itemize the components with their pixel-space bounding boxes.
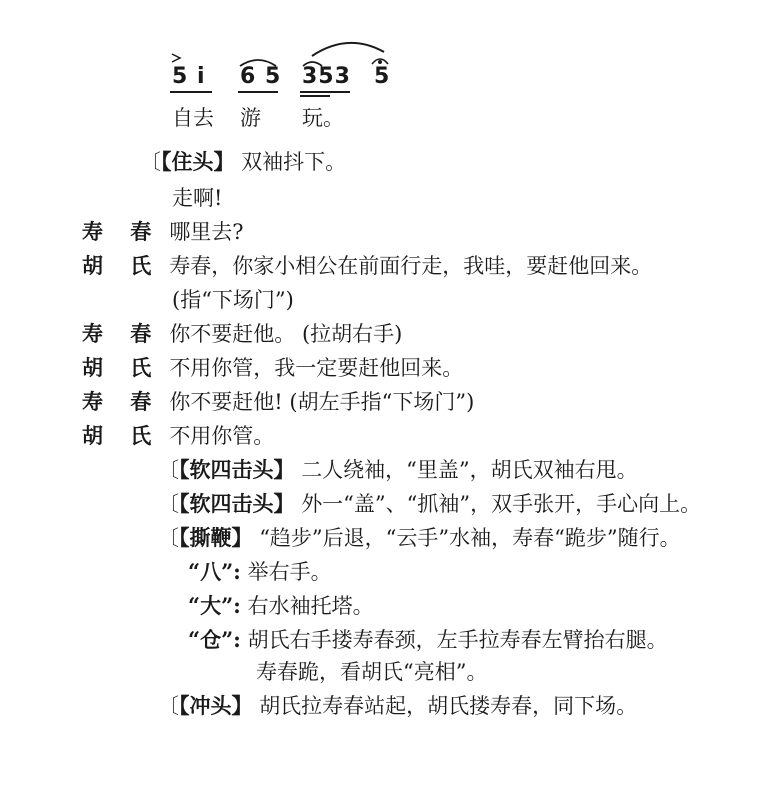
percussion-tag: 【软四击头】 [179, 457, 295, 482]
lyric-3: 玩。 [302, 106, 344, 130]
dialogue-line [82, 216, 244, 246]
direction-text: 寿春跪，看胡氏“亮相”。 [256, 660, 488, 684]
speaker-name: 胡 氏 [82, 253, 162, 278]
bracket-mark: 〔 [140, 150, 161, 174]
dialogue-line [82, 318, 402, 348]
notation-group-4: 5 [374, 64, 391, 89]
beat-direction [188, 556, 332, 586]
percussion-tag: 【住头】 [161, 149, 235, 174]
stage-direction [140, 146, 346, 176]
stage-direction [158, 488, 701, 518]
dialogue-line [172, 182, 222, 212]
direction-text: 外一“盖”、“抓袖”，双手张开，手心向上。 [301, 492, 702, 516]
bracket-mark: 〔 [158, 526, 179, 550]
stage-direction [158, 690, 637, 720]
direction-text: 二人绕袖，“里盖”，胡氏双袖右甩。 [301, 458, 638, 482]
bracket-mark: 〔 [158, 694, 179, 718]
speaker-name: 胡 氏 [82, 355, 162, 380]
line-text: 走啊! [172, 186, 223, 210]
direction-text: 举右手。 [247, 560, 332, 584]
notation-group-3: 353 [302, 64, 351, 89]
tie-mark [312, 43, 384, 56]
dialogue-line [82, 420, 274, 450]
accent-mark [172, 54, 180, 62]
lyric-1: 自去 [172, 106, 214, 130]
percussion-tag: 【撕鞭】 [179, 525, 253, 550]
line-text: 哪里去? [169, 220, 244, 244]
direction-text: 双袖抖下。 [241, 150, 347, 174]
beat-tag: “仓”: [188, 627, 241, 652]
line-text: 不用你管。 [169, 424, 275, 448]
percussion-tag: 【冲头】 [179, 693, 253, 718]
lyric-2: 游 [240, 106, 261, 130]
stage-direction [158, 454, 638, 484]
beat-direction [188, 590, 374, 620]
beat-tag: “八”: [188, 559, 241, 584]
direction-text: 胡氏右手搂寿春颈，左手拉寿春左臂抬右腿。 [247, 628, 668, 652]
speaker-name: 寿 春 [82, 321, 162, 346]
dialogue-line [82, 386, 474, 416]
stage-direction [158, 522, 681, 552]
speaker-name: 寿 春 [82, 389, 162, 414]
beat-tag: “大”: [188, 593, 241, 618]
stage-direction [172, 284, 294, 314]
line-text: 你不要赶他。 (拉胡右手) [169, 322, 403, 346]
line-text: 寿春，你家小相公在前面行走，我哇，要赶他回来。 [169, 254, 653, 278]
line-text: 不用你管，我一定要赶他回来。 [169, 356, 464, 380]
beat-direction [188, 624, 668, 654]
line-text: 你不要赶他! (胡左手指“下场门”) [169, 390, 475, 414]
bracket-mark: 〔 [158, 492, 179, 516]
speaker-name: 胡 氏 [82, 423, 162, 448]
stage-direction [256, 656, 487, 686]
notation-group-1: 5 i [172, 64, 206, 89]
dialogue-line [82, 352, 463, 382]
direction-text: “趋步”后退，“云手”水袖，寿春“跪步”随行。 [259, 526, 681, 550]
notation-group-2: 6 5 [240, 64, 282, 89]
direction-text: 胡氏拉寿春站起，胡氏搂寿春，同下场。 [259, 694, 638, 718]
bracket-mark: 〔 [158, 458, 179, 482]
dialogue-line [82, 250, 652, 280]
direction-text: (指“下场门”) [172, 288, 294, 312]
percussion-tag: 【软四击头】 [179, 491, 295, 516]
direction-text: 右水袖托塔。 [247, 594, 374, 618]
speaker-name: 寿 春 [82, 219, 162, 244]
